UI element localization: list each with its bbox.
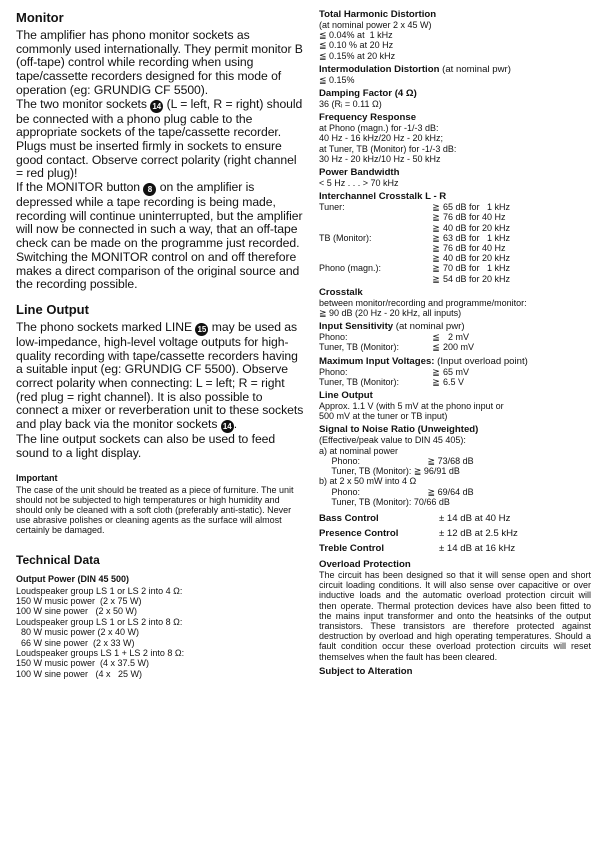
line-output-paragraph: The phono sockets marked LINE 15 may be used as low-impedance, high-level voltage outputs for high-quality recording with tape/cassette recorders having a suitable input (eg: GRUNDIG CF 5500). Observe correct polarity when connecting: L = left; R = right (red plug = right channel). It is also possible to connect a mixer or reverberation unit to these sockets and play back via the monitor sockets 14 . The line output sockets can also be used to feed sound to a light display.	[16, 319, 304, 460]
crosstalk-row: ≧ 40 dB for 20 kHz	[432, 253, 511, 264]
crosstalk-row: ≧ 54 dB for 20 kHz	[432, 273, 511, 284]
line-socket-15-badge: 15	[195, 323, 208, 336]
output-line: 100 W sine power (4 x 25 W)	[16, 668, 143, 679]
technical-data-heading: Technical Data	[16, 552, 100, 567]
monitor-button-8-badge: 8	[143, 183, 156, 196]
output-line: 150 W music power (2 x 75 W)	[16, 595, 142, 606]
treble-control-row: Treble Control ± 14 dB at 16 kHz	[319, 542, 516, 554]
crosstalk-row: Tuner: ≧ 65 dB for 1 kHz	[319, 202, 511, 213]
output-line: 66 W sine power (2 x 33 W)	[16, 637, 135, 648]
monitor-paragraph-1: The amplifier has phono monitor sockets as commonly used internationally. They permit monitor B (off-tape) control while recording when using tape/cassette recorders designed for this mode of operation (eg: GRUNDIG CF 5500). The two monitor sockets 14 (L = left, R = right) should be connected with a phono plug cable to the appropriate sockets of the tape/cassette recorder. Plugs must be inserted firmly in sockets to ensure good contact. Observe correct polarity (right channel = red plug)! If the MONITOR button 8 on the amplifier is depressed while a tape recording is being made, recording will continue uninterrupted, but the amplifier will now be connected in such a way, that an off-tape check can be made on the programme just recorded. Switching the MONITOR control on and off therefore makes a direct comparison of the original source and the recording possible.	[16, 28, 303, 292]
imd-section: Intermodulation Distortion (at nominal pwr) ≦ 0.15%	[319, 63, 511, 85]
max-input-section: Maximum Input Voltages: (Input overload point) Phono: ≧ 65 mV Tuner, TB (Monitor): ≧ 6.5 V	[319, 355, 528, 387]
socket-14-badge-2: 14	[221, 420, 234, 433]
crosstalk-section: Crosstalk between monitor/recording and programme/monitor: ≧ 90 dB (20 Hz - 20 kHz, all inputs)	[319, 286, 527, 319]
socket-14-badge: 14	[150, 100, 163, 113]
frequency-section: Frequency Response at Phono (magn.) for -1/-3 dB: 40 Hz - 16 kHz/20 Hz - 20 kHz; at Tuner, TB (Monitor) for -1/-3 dB: 30 Hz - 20 kHz/10 Hz - 50 kHz	[319, 112, 457, 164]
left-column	[16, 10, 306, 679]
bass-control-row: Bass Control ± 14 dB at 40 Hz	[319, 512, 511, 524]
tone-controls	[319, 511, 591, 556]
thd-section: Total Harmonic Distortion (at nominal power 2 x 45 W) ≦ 0.04% at 1 kHz ≦ 0.10 % at 20 Hz ≦ 0.15% at 20 kHz	[319, 9, 437, 61]
presence-control-row: Presence Control ± 12 dB at 2.5 kHz	[319, 527, 518, 539]
line-output-heading: Line Output	[16, 301, 89, 317]
crosstalk-row: Phono (magn.): ≧ 70 dB for 1 kHz	[319, 263, 511, 274]
output-line: Loudspeaker groups LS 1 + LS 2 into 8 Ω:	[16, 648, 185, 659]
right-column	[319, 9, 591, 677]
crosstalk-row: TB (Monitor): ≧ 63 dB for 1 kHz	[319, 232, 511, 243]
bandwidth-section: Power Bandwidth < 5 Hz . . . > 70 kHz	[319, 167, 400, 189]
output-line: 100 W sine power (2 x 50 W)	[16, 606, 138, 617]
crosstalk-lr-section: Interchannel Crosstalk L - R Tuner: ≧ 65 dB for 1 kHz ≧ 76 dB for 40 Hz ≧ 40 dB for 20 kHz TB (Monitor): ≧ 63 dB for 1 kHz ≧ 76 dB for 40 Hz ≧ 40 dB for 20 kHz Phono (magn.): ≧ 70 dB for 1 kHz ≧ 54 dB for 20 kHz	[319, 191, 591, 284]
output-line: Loudspeaker group LS 1 or LS 2 into 8 Ω:	[16, 616, 183, 627]
overload-section: Overload Protection The circuit has been designed so that it will sense open and short circuit loading conditions. It will also sense over capacitive or over inductive loads and the automatic overload protection circuit will then operate. Thermal protection devices have also been fitted to the mains input transformer and onto the heatsinks of the output transistors. These transistors are therefore protected against destruction by overload and high operating temperatures. Should a fault condition occur these overload protection circuits will reset themselves when the fault has been cleared.	[319, 558, 591, 662]
damping-section: Damping Factor (4 Ω) 36 (Rᵢ = 0.11 Ω)	[319, 88, 417, 110]
important-heading: Important	[16, 472, 58, 483]
crosstalk-row: ≧ 40 dB for 20 kHz	[432, 222, 511, 233]
output-line: 80 W music power (2 x 40 W)	[16, 627, 140, 638]
line-output-spec-section: Line Output Approx. 1.1 V (with 5 mV at the phono input or 500 mV at the tuner or TB input)	[319, 390, 504, 422]
sensitivity-section: Input Sensitivity (at nominal pwr) Phono: ≦ 2 mV Tuner, TB (Monitor): ≦ 200 mV	[319, 321, 475, 353]
monitor-heading: Monitor	[16, 10, 64, 25]
important-text: The case of the unit should be treated as a piece of furniture. The unit should not be subjected to high temperatures or high humidity and should only be cleaned with a soft cloth (preferably anti-static). Never use abrasive polishes or cleaning agents as the surface will almost certainly be damaged.	[16, 484, 294, 535]
snr-section: Signal to Noise Ratio (Unweighted) (Effective/peak value to DIN 45 405): a) at nominal power Phono: ≧ 73/68 dB Tuner, TB (Monitor): ≧ 96/91 dB b) at 2 x 50 mW into 4 Ω Phono: ≧ 69/64 dB Tuner, TB (Monitor): 70/66 dB	[319, 424, 479, 507]
output-line: Loudspeaker group LS 1 or LS 2 into 4 Ω:	[16, 585, 183, 596]
crosstalk-row: ≧ 76 dB for 40 Hz	[432, 212, 506, 223]
crosstalk-row: ≧ 76 dB for 40 Hz	[432, 243, 506, 254]
output-line: 150 W music power (4 x 37.5 W)	[16, 658, 150, 669]
subject-to-alteration: Subject to Alteration	[319, 665, 413, 677]
output-power-heading: Output Power (DIN 45 500)	[16, 573, 130, 584]
